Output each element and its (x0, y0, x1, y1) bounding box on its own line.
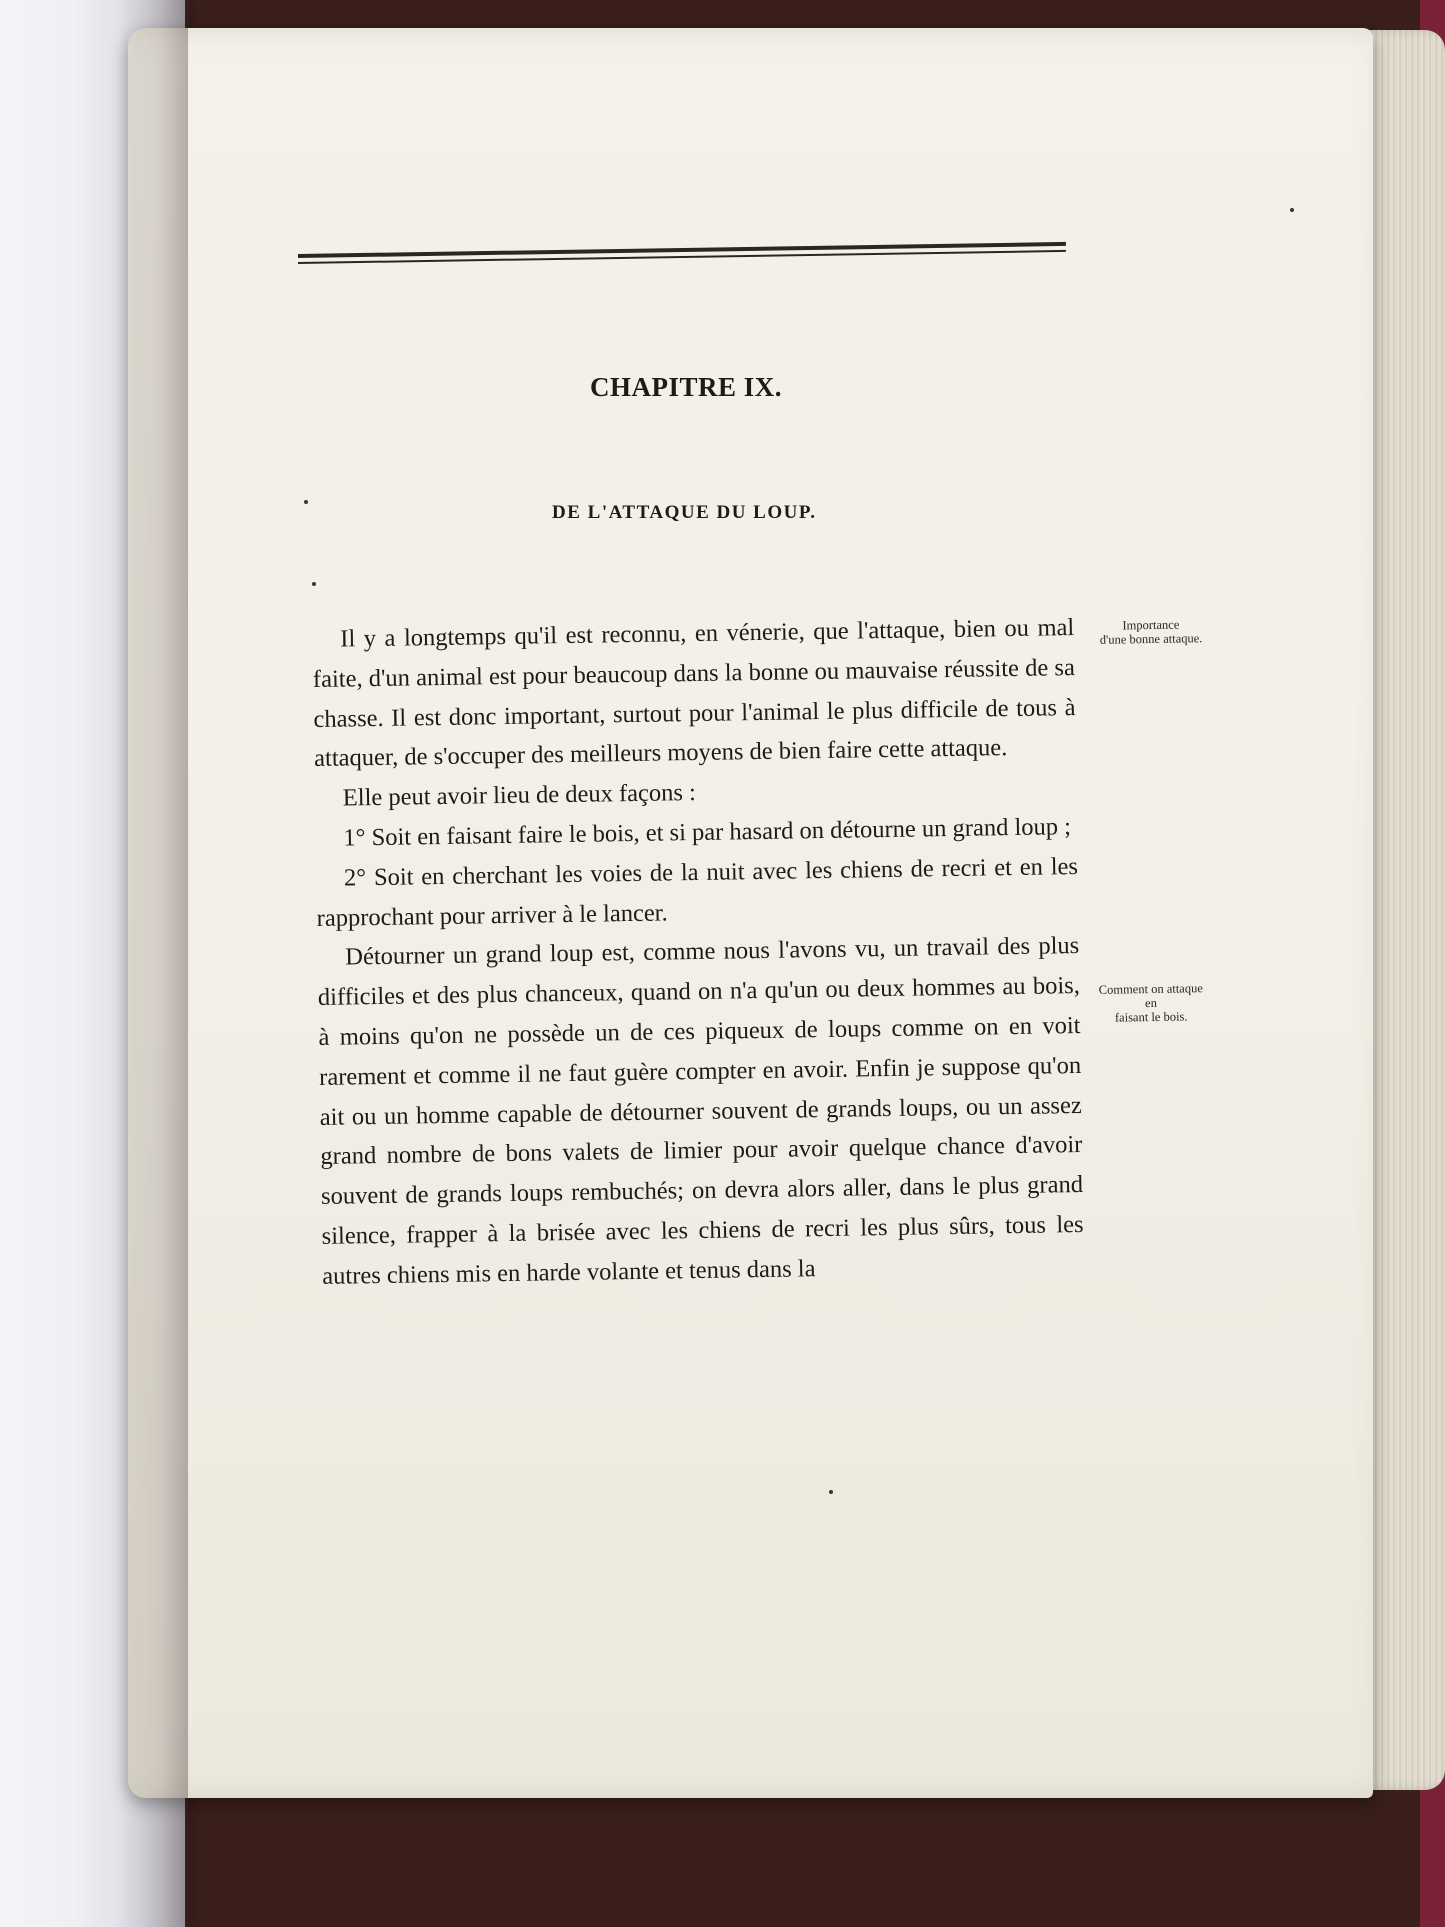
chapter-title: CHAPITRE IX. (590, 372, 783, 402)
paper-speck (304, 500, 308, 504)
paragraph: 2° Soit en cherchant les voies de la nuit avec les chiens de recri et en les rapprochant pour arriver à le lancer. (316, 852, 1079, 932)
paper-speck (1290, 208, 1294, 212)
paper-speck (312, 582, 316, 586)
book-binding-shadow (118, 0, 188, 1927)
paragraph: Il y a longtemps qu'il est reconnu, en vénerie, que l'attaque, bien ou mal faite, d'un animal est pour beaucoup dans la bonne ou mauvaise réussite de sa chasse. Il est donc important, surtout pour l'animal le plus difficile de tous à attaquer, de s'occuper des meilleurs moyens de bien faire cette attaque. (312, 614, 1076, 773)
paragraph: Elle peut avoir lieu de deux façons : (342, 779, 697, 812)
margin-note-line: d'une bonne attaque. (1099, 631, 1203, 647)
paper-speck (829, 1490, 833, 1494)
margin-note-line: Comment on attaque (1098, 981, 1203, 997)
margin-note-comment (1086, 981, 1217, 1025)
margin-note-line: en (1144, 995, 1158, 1011)
margin-note-importance (1086, 617, 1216, 647)
margin-note-line: Importance (1122, 617, 1180, 633)
paragraph: Détourner un grand loup est, comme nous l'avons vu, un travail des plus difficiles et des plus chanceux, quand on n'a qu'un ou deux hommes au bois, à moins qu'on ne possède un de ces piqueux de loups comme on en voit rarement et comme il ne faut guère compter en avoir. Enfin je suppose qu'on ait ou un homme capable de détourner souvent de grands loups, ou un assez grand nombre de bons valets de limier pour avoir quelque chance d'avoir souvent de grands loups rembuchés; on devra alors aller, dans le plus grand silence, frapper à la brisée avec les chiens de recri les plus sûrs, tous les autres chiens mis en harde volante et tenus dans la (317, 932, 1084, 1290)
section-title: DE L'ATTAQUE DU LOUP. (552, 502, 817, 523)
body-text (312, 608, 1085, 1296)
margin-note-line: faisant le bois. (1114, 1009, 1188, 1025)
paragraph: 1° Soit en faisant faire le bois, et si par hasard on détourne un grand loup ; (343, 813, 1072, 852)
